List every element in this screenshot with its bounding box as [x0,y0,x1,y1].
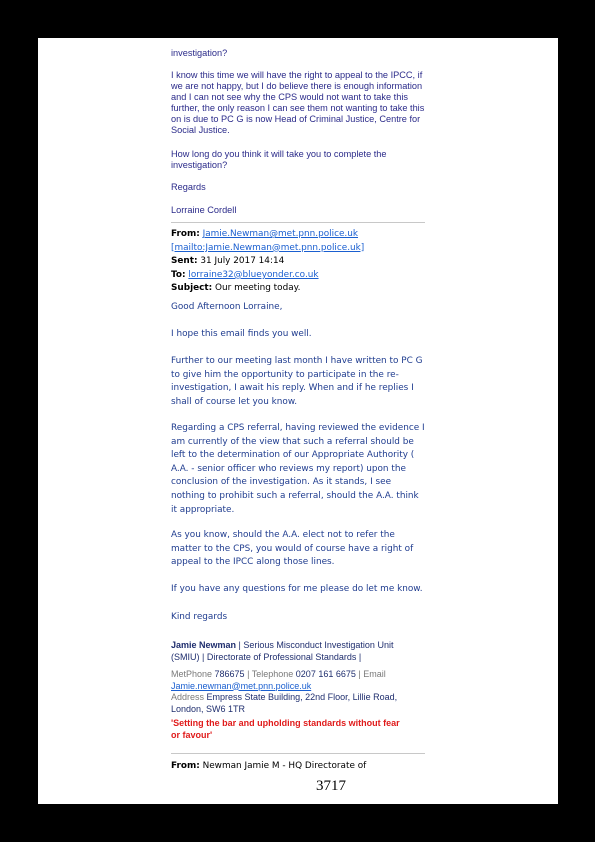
from-mailto-row [171,242,431,256]
sent-row [171,255,431,269]
signature-line-1 [171,640,461,652]
body-paragraph-1: I hope this email finds you well. [171,329,312,339]
signature-name: Jamie Newman [171,640,237,650]
to-label: To: [171,269,186,280]
body-paragraph-2: Further to our meeting last month I have written to PC G to give him the opportunity to participate in the re-investigation, I await his reply. When and if he replies I shall of course let you know. [171,356,423,407]
motto-line-1: 'Setting the bar and upholding standards without fear [171,718,400,728]
footer-from-row [171,760,366,774]
page-number: 3717 [316,778,346,794]
subject-label: Subject: [171,283,213,294]
metphone-label: MetPhone [171,669,213,679]
to-email-link[interactable]: lorraine32@blueyonder.co.uk [188,269,319,280]
signature-email-row [171,681,461,693]
signature-unit-1: | Serious Misconduct Investigation Unit [236,640,394,650]
document-page [38,38,558,804]
telephone-label: | Telephone [247,669,294,679]
telephone-value: 0207 161 6675 [293,669,359,679]
body-paragraph-5: If you have any questions for me please do let me know. [171,584,423,594]
from-email-link[interactable]: Jamie.Newman@met.pnn.police.uk [202,229,359,239]
signature-phone-row [171,669,461,681]
reply-paragraph-2: How long do you think it will take you to complete the investigation? [171,149,387,170]
email-label: | Email [358,669,386,679]
motto-line-2: or favour' [171,729,213,740]
metphone-value: 786675 [212,669,248,679]
body-closing: Kind regards [171,612,228,622]
sent-label: Sent: [171,256,198,267]
footer-from-label: From: [171,761,200,771]
from-row [171,228,431,242]
email-header [171,228,431,296]
address-label: Address [171,692,205,702]
reply-paragraph-1: I know this time we will have the right to appeal to the IPCC, if we are not happy, but I do believe there is enough information and I can not see why the CPS would not want to take this further, the only reason I can see them not wanting to take this on is due to PC G is now Head of Criminal Justice, Centre for Social Justice. [171,70,425,135]
reply-line-investigation: investigation? [171,48,228,58]
signature-address-row [171,692,461,704]
footer-divider [171,753,425,754]
signature-email-link[interactable]: Jamie.newman@met.pnn.police.uk [171,680,312,691]
address-line-2: London, SW6 1TR [171,703,246,714]
address-line-1: Empress State Building, 22nd Floor, Lillie Road, [204,692,398,702]
from-label: From: [171,229,200,239]
subject-value: Our meeting today. [215,283,301,294]
sent-value: 31 July 2017 14:14 [200,256,285,267]
signature-block [171,640,461,741]
signature-unit-2: (SMIU) | Directorate of Professional Standards | [171,651,362,662]
reply-signature-name: Lorraine Cordell [171,205,237,215]
header-divider [171,222,425,223]
to-row [171,269,431,283]
from-mailto-link[interactable]: [mailto:Jamie.Newman@met.pnn.police.uk] [171,242,365,253]
subject-row [171,282,431,296]
reply-regards: Regards [171,182,206,192]
body-greeting: Good Afternoon Lorraine, [171,302,283,312]
body-paragraph-4: As you know, should the A.A. elect not to refer the matter to the CPS, you would of course have a right of appeal to the IPCC along those lines. [171,530,414,568]
footer-from-value: Newman Jamie M - HQ Directorate of [199,761,367,771]
body-paragraph-3: Regarding a CPS referral, having reviewed the evidence I am currently of the view that such a referral should be left to the determination of our Appropriate Authority ( A.A. - senior officer who reviews my report) upon the conclusion of the investigation. As it stands, I see nothing to prohibit such a referral, should the A.A. think it appropriate. [171,423,425,515]
